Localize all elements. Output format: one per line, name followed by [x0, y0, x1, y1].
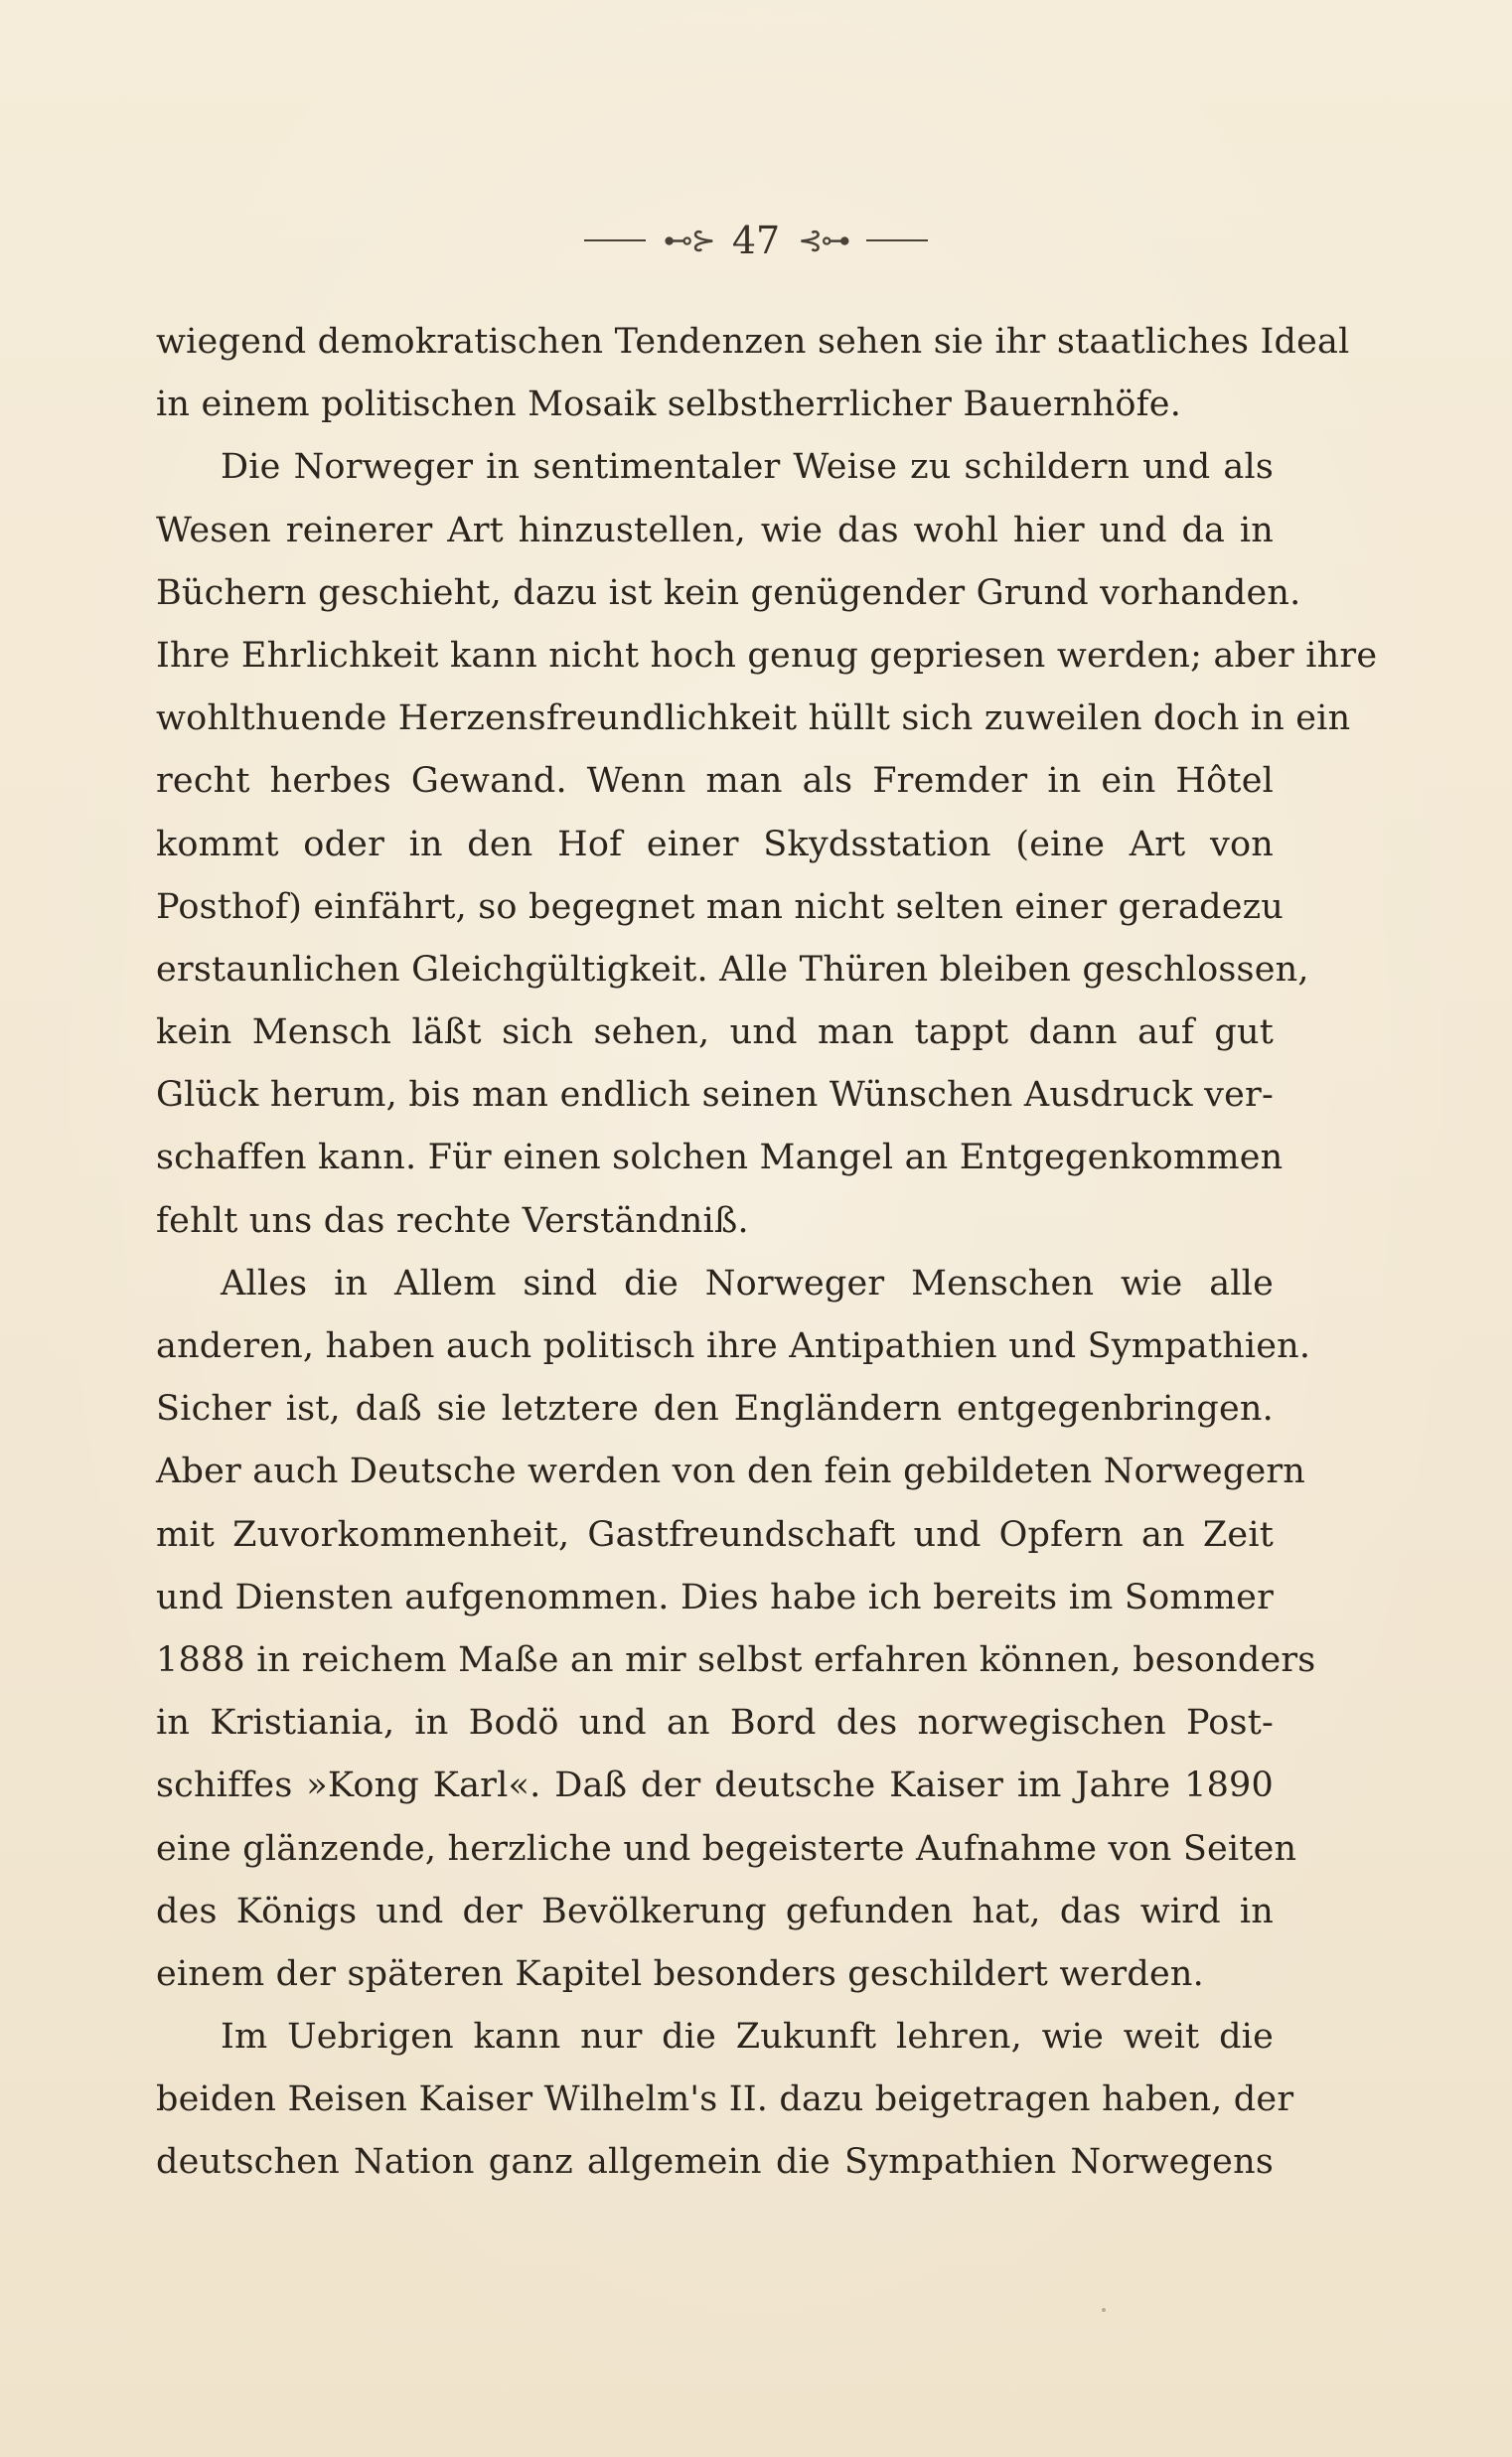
body-text [156, 311, 1378, 2195]
text-line: kommt oder in den Hof einer Skydsstation (eine Art von [156, 824, 1274, 864]
right-rule [866, 239, 928, 241]
text-line: mit Zuvorkommenheit, Gastfreundschaft und Opfern an Zeit [156, 1514, 1274, 1555]
text-line: wohlthuende Herzensfreundlichkeit hüllt sich zuweilen doch in ein [156, 698, 1351, 739]
text-line: Posthof) einfährt, so begegnet man nicht selten einer geradezu [156, 886, 1285, 927]
text-line: in einem politischen Mosaik selbstherrlicher Bauernhöfe. [156, 384, 1182, 425]
text-line: recht herbes Gewand. Wenn man als Fremder in ein Hôtel [156, 761, 1274, 802]
text-line: kein Mensch läßt sich sehen, und man tappt dann auf gut [156, 1012, 1274, 1053]
text-line: Glück herum, bis man endlich seinen Wünschen Ausdruck ver- [156, 1075, 1274, 1116]
text-line: anderen, haben auch politisch ihre Antipathien und Sympathien. [156, 1326, 1311, 1366]
text-line: Wesen reinerer Art hinzustellen, wie das wohl hier und da in [156, 510, 1274, 550]
text-line: Im Uebrigen kann nur die Zukunft lehren, wie weit die [221, 2017, 1274, 2058]
text-line: wiegend demokratischen Tendenzen sehen sie ihr staatliches Ideal [156, 322, 1350, 362]
text-line: in Kristiania, in Bodö und an Bord des norwegischen Post- [156, 1703, 1274, 1744]
text-line: des Königs und der Bevölkerung gefunden hat, das wird in [156, 1891, 1274, 1931]
text-line: 1888 in reichem Maße an mir selbst erfahren können, besonders [156, 1639, 1316, 1680]
text-line: beiden Reisen Kaiser Wilhelm's II. dazu beigetragen haben, der [156, 2079, 1294, 2120]
text-line: Ihre Ehrlichkeit kann nicht hoch genug gepriesen werden; aber ihre [156, 635, 1378, 676]
text-line: Büchern geschieht, dazu ist kein genügender Grund vorhanden. [156, 572, 1301, 613]
text-line: Die Norweger in sentimentaler Weise zu schildern und als [221, 447, 1274, 488]
text-line: Sicher ist, daß sie letztere den Engländern entgegenbringen. [156, 1389, 1274, 1430]
text-line: schaffen kann. Für einen solchen Mangel an Entgegenkommen [156, 1138, 1284, 1178]
page-number: 47 [731, 219, 781, 262]
text-line: erstaunlichen Gleichgültigkeit. Alle Thüren bleiben geschlossen, [156, 949, 1309, 990]
text-line: Aber auch Deutsche werden von den fein gebildeten Norwegern [156, 1452, 1306, 1492]
page-header [0, 213, 1512, 268]
paper-speck [1102, 2308, 1106, 2312]
text-line: Alles in Allem sind die Norweger Menschen wie alle [221, 1263, 1274, 1304]
right-ornament: ⊰⊶ [798, 223, 849, 258]
left-rule [584, 239, 646, 241]
text-line: einem der späteren Kapitel besonders geschildert werden. [156, 1953, 1204, 1994]
text-line: eine glänzende, herzliche und begeisterte Aufnahme von Seiten [156, 1828, 1297, 1869]
text-line: fehlt uns das rechte Verständniß. [156, 1200, 749, 1241]
left-ornament: ⊷⊱ [663, 223, 714, 258]
text-line: schiffes »Kong Karl«. Daß der deutsche Kaiser im Jahre 1890 [156, 1766, 1274, 1806]
text-line: deutschen Nation ganz allgemein die Sympathien Norwegens [156, 2142, 1274, 2183]
text-line: und Diensten aufgenommen. Dies habe ich bereits im Sommer [156, 1577, 1274, 1617]
